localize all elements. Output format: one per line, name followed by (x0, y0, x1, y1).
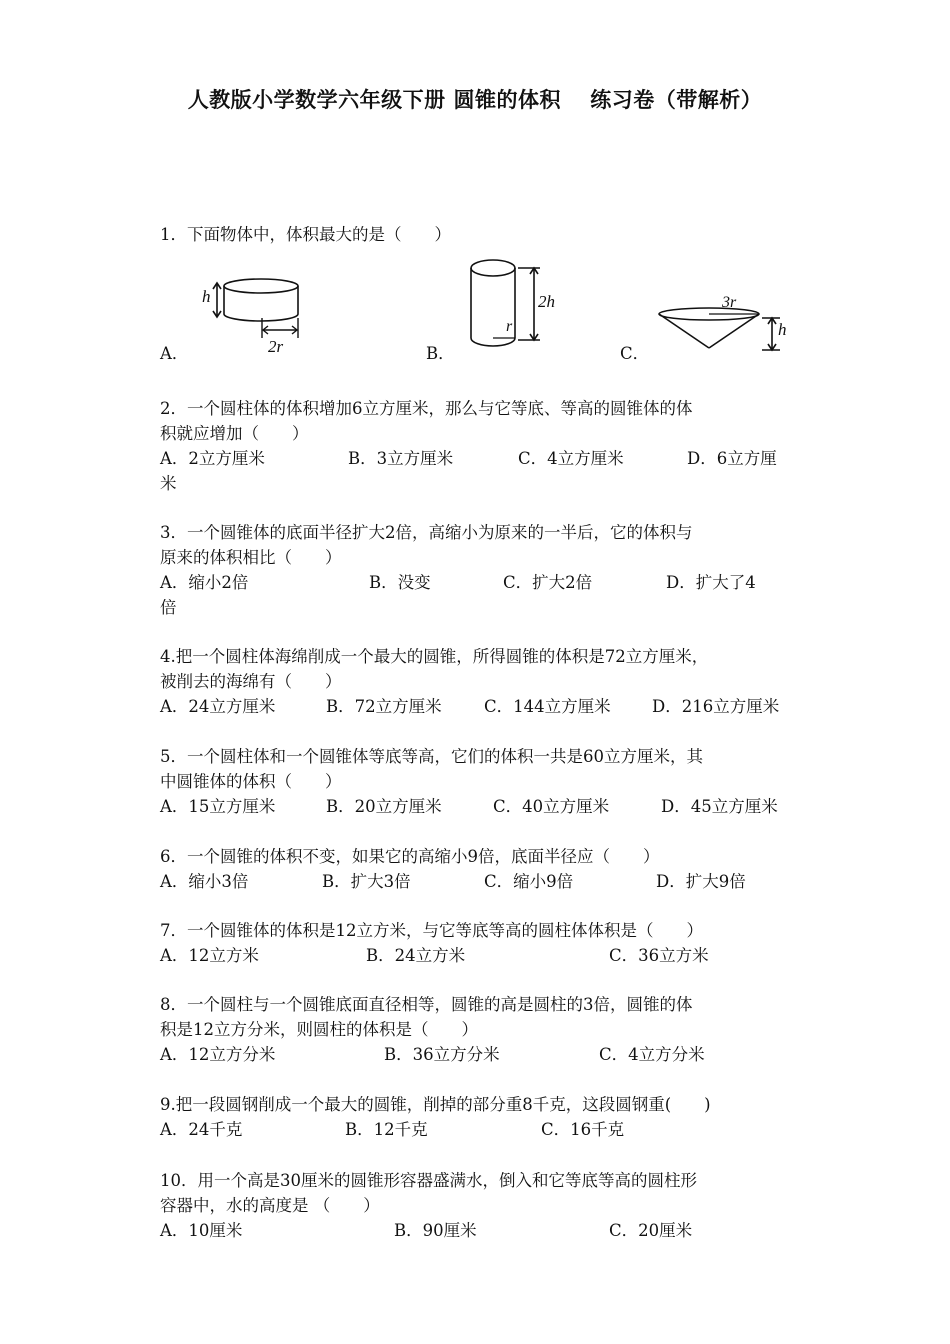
figure-c-inverted-cone (656, 294, 796, 358)
question-7-option-b: B．24立方米 (366, 946, 466, 965)
figure-c-radius-label: 3r (722, 294, 737, 311)
question-4-option-c: C．144立方厘米 (484, 697, 611, 716)
question-1-option-a: A． (160, 344, 189, 363)
question-6-option-b: B．扩大3倍 (322, 872, 411, 891)
question-6-option-d: D．扩大9倍 (656, 872, 746, 891)
question-9-stem-line-1: 9.把一段圆钢削成一个最大的圆锥，削掉的部分重8千克，这段圆钢重( ) (160, 1095, 711, 1114)
question-5-option-c: C．40立方厘米 (493, 797, 610, 816)
question-2-option-c: C．4立方厘米 (518, 449, 624, 468)
question-8-option-c: C．4立方分米 (599, 1045, 705, 1064)
question-3-option-b: B．没变 (369, 573, 431, 592)
question-4-option-a: A．24立方厘米 (160, 697, 276, 716)
question-6-option-a: A．缩小3倍 (160, 872, 249, 891)
question-10-option-c: C．20厘米 (609, 1221, 693, 1240)
question-7-option-c: C．36立方米 (609, 946, 709, 965)
question-10-option-a: A．10厘米 (160, 1221, 243, 1240)
question-10-option-b: B．90厘米 (394, 1221, 477, 1240)
question-1 (160, 222, 800, 247)
question-8-option-a: A．12立方分米 (160, 1045, 276, 1064)
question-5 (160, 744, 800, 819)
question-1-stem: 1．下面物体中，体积最大的是（ ） (160, 225, 451, 244)
question-8-option-b: B．36立方分米 (384, 1045, 500, 1064)
question-7-stem-line-1: 7．一个圆锥体的体积是12立方米，与它等底等高的圆柱体体积是（ ） (160, 921, 703, 940)
question-3 (160, 520, 800, 620)
question-4 (160, 644, 800, 719)
question-4-stem-line-1: 4.把一个圆柱体海绵削成一个最大的圆锥，所得圆锥的体积是72立方厘米， (160, 647, 709, 666)
question-3-option-a: A．缩小2倍 (160, 573, 249, 592)
question-4-stem-line-2: 被削去的海绵有（ ） (160, 672, 342, 691)
question-8 (160, 992, 800, 1067)
question-2-option-d-tail: 米 (160, 474, 177, 493)
question-5-option-d: D．45立方厘米 (661, 797, 778, 816)
question-6 (160, 844, 800, 894)
question-9-option-c: C．16千克 (541, 1120, 625, 1139)
question-10-stem-line-2: 容器中，水的高度是 （ ） (160, 1196, 380, 1215)
figure-a-radius-label: 2r (268, 337, 284, 356)
question-4-option-d: D．216立方厘米 (652, 697, 780, 716)
question-3-option-d: D．扩大了4 (666, 573, 756, 592)
question-4-option-b: B．72立方厘米 (326, 697, 442, 716)
question-5-option-a: A．15立方厘米 (160, 797, 276, 816)
question-8-stem-line-1: 8．一个圆柱与一个圆锥底面直径相等，圆锥的高是圆柱的3倍，圆锥的体 (160, 995, 693, 1014)
question-5-stem-line-2: 中圆锥体的体积（ ） (160, 772, 342, 791)
question-2-stem-line-1: 2．一个圆柱体的体积增加6立方厘米，那么与它等底、等高的圆锥体的体 (160, 399, 693, 418)
question-9-option-a: A．24千克 (160, 1120, 243, 1139)
question-3-stem-line-2: 原来的体积相比（ ） (160, 548, 342, 567)
question-5-stem-line-1: 5．一个圆柱体和一个圆锥体等底等高，它们的体积一共是60立方厘米，其 (160, 747, 703, 766)
question-6-stem-line-1: 6．一个圆锥的体积不变，如果它的高缩小9倍，底面半径应（ ） (160, 847, 660, 866)
question-2 (160, 396, 800, 496)
question-7 (160, 918, 800, 968)
figure-b-radius-label: r (506, 318, 513, 335)
question-10-stem-line-1: 10．用一个高是30厘米的圆锥形容器盛满水，倒入和它等底等高的圆柱形 (160, 1171, 697, 1190)
question-2-stem-line-2: 积就应增加（ ） (160, 424, 309, 443)
question-1-option-b: B． (426, 344, 455, 363)
figure-a-height-label: h (202, 287, 211, 306)
figure-a-short-cylinder (198, 272, 308, 362)
figure-c-height-label: h (778, 320, 787, 339)
question-5-option-b: B．20立方厘米 (326, 797, 442, 816)
question-10 (160, 1168, 800, 1243)
question-8-stem-line-2: 积是12立方分米，则圆柱的体积是（ ） (160, 1020, 478, 1039)
question-3-option-c: C．扩大2倍 (503, 573, 593, 592)
question-2-option-b: B．3立方厘米 (348, 449, 454, 468)
figure-b-tall-cylinder (464, 254, 574, 349)
question-2-option-a: A．2立方厘米 (160, 449, 265, 468)
question-3-stem-line-1: 3．一个圆锥体的底面半径扩大2倍，高缩小为原来的一半后，它的体积与 (160, 523, 693, 542)
question-1-option-c: C． (620, 344, 650, 363)
figure-b-height-label: 2h (538, 292, 555, 311)
page-title: 人教版小学数学六年级下册 圆锥的体积 练习卷（带解析） (187, 88, 763, 112)
question-9 (160, 1092, 800, 1142)
question-2-option-d: D．6立方厘 (687, 449, 777, 468)
question-7-option-a: A．12立方米 (160, 946, 259, 965)
question-9-option-b: B．12千克 (345, 1120, 428, 1139)
question-3-option-d-tail: 倍 (160, 598, 177, 617)
question-6-option-c: C．缩小9倍 (484, 872, 574, 891)
